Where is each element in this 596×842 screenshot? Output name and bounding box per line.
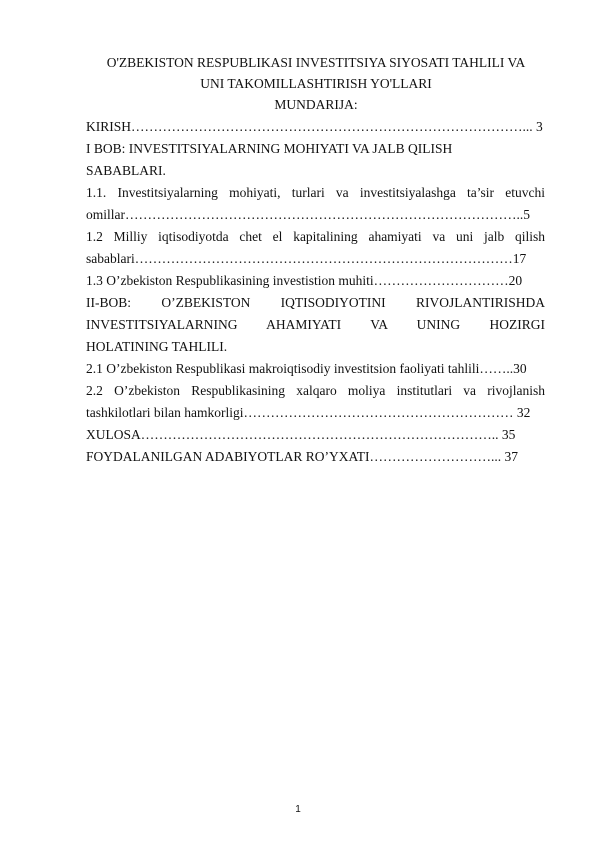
toc-section-1-2-line-2: sabablari…………………………………………………………………………17 [86,251,527,266]
toc-section-1-1-line-1: 1.1. Investitsiyalarning mohiyati, turlari va investitsiyalashga ta’sir etuvchi [86,185,545,200]
toc-section-2-1: 2.1 O’zbekiston Respublikasi makroiqtisodiy investitsion faoliyati tahlili……..30 [86,361,527,376]
toc-section-1-2-line-1: 1.2 Milliy iqtisodiyotda chet el kapitalining ahamiyati va uni jalb qilish [86,229,545,244]
toc-chapter-2-line-1: II-BOB: O’ZBEKISTON IQTISODIYOTINI RIVOJLANTIRISHDA [86,295,545,310]
toc-entry-xulosa: XULOSA…………………………………………………………………….. 35 [86,427,516,442]
toc-chapter-2-line-2: INVESTITSIYALARNING AHAMIYATI VA UNING HOZIRGI [86,317,545,332]
toc-section-2-2-line-2: tashkilotlari bilan hamkorligi…………………………………………………… 32 [86,405,531,420]
toc-heading: MUNDARIJA: [274,97,358,112]
toc-chapter-2-line-3: HOLATINING TAHLILI. [86,339,228,354]
doc-title-line-2: UNI TAKOMILLASHTIRISH YO'LLARI [200,76,432,91]
toc-section-1-3: 1.3 O’zbekiston Respublikasining investistion muhiti…………………………20 [86,273,523,288]
doc-title-line-1: O'ZBEKISTON RESPUBLIKASI INVESTITSIYA SIYOSATI TAHLILI VA [106,55,526,70]
page-number: 1 [295,804,301,815]
toc-chapter-1-line-2: SABABLARI. [86,163,166,178]
toc-chapter-1-line-1: I BOB: INVESTITSIYALARNING MOHIYATI VA JALB QILISH [86,141,453,156]
toc-entry-adabiyotlar: FOYDALANILGAN ADABIYOTLAR RO’YXATI………………………... 37 [86,449,518,464]
toc-section-1-1-line-2: omillar……………………………………………………………………………..5 [86,207,530,222]
toc-entry-kirish: KIRISH……………………………………………………………………………... 3 [86,119,543,134]
toc-section-2-2-line-1: 2.2 O’zbekiston Respublikasining xalqaro moliya institutlari va rivojlanish [86,383,545,398]
